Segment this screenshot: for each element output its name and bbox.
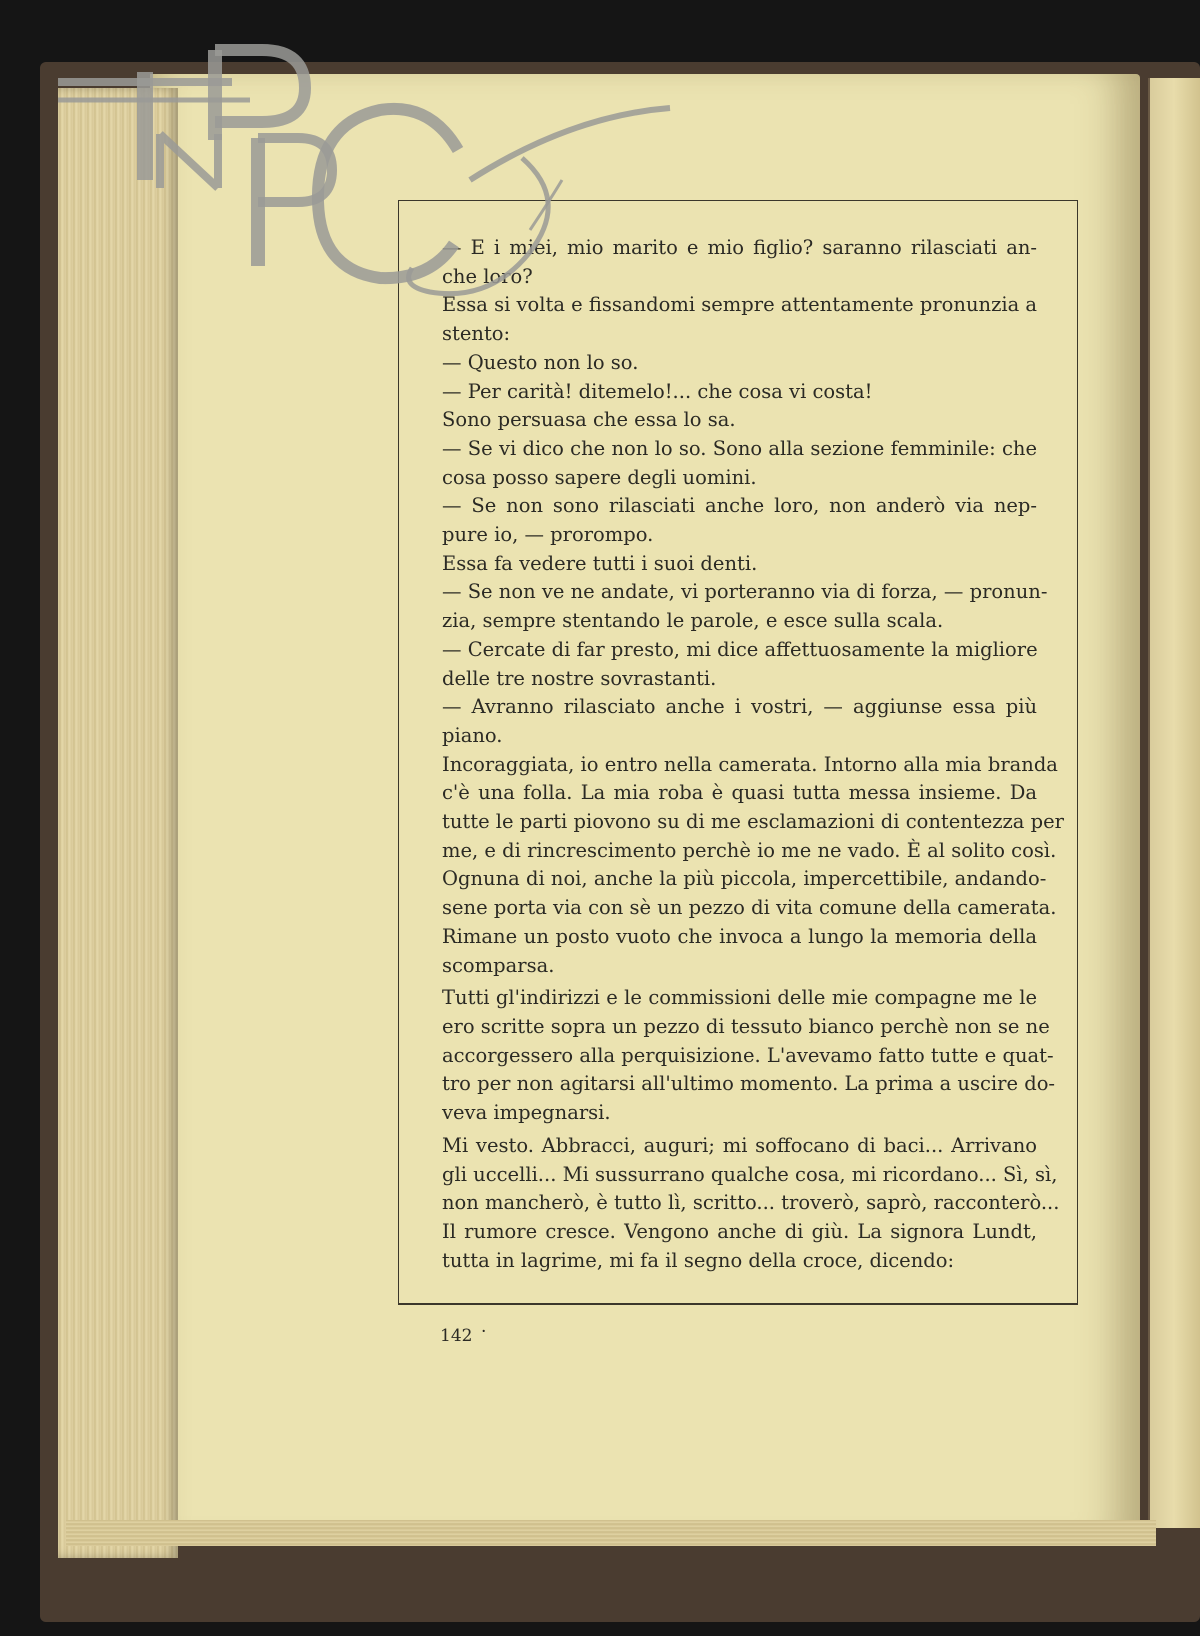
text-line: — Se vi dico che non lo so. Sono alla sezione femminile: che xyxy=(442,436,1037,460)
page-number: 142 xyxy=(440,1326,473,1346)
page-text xyxy=(442,234,1064,1275)
text-line: sene porta via con sè un pezzo di vita comune della camerata. xyxy=(442,896,1057,920)
text-line: Essa fa vedere tutti i suoi denti. xyxy=(442,551,758,575)
text-line: accorgessero alla perquisizione. L'avevamo fatto tutte e quat- xyxy=(442,1043,1054,1067)
text-line: tutte le parti piovono su di me esclamazioni di contentezza per xyxy=(442,810,1064,834)
text-line: me, e di rincrescimento perchè io me ne vado. È al solito così. xyxy=(442,838,1057,862)
text-line: non mancherò, è tutto lì, scritto... troverò, saprò, racconterò... xyxy=(442,1191,1060,1215)
text-line: Mi vesto. Abbracci, auguri; mi soffocano di baci... Arrivano xyxy=(442,1133,1037,1157)
text-line: — Se non sono rilasciati anche loro, non anderò via nep- xyxy=(442,494,1037,518)
text-line: scomparsa. xyxy=(442,953,555,977)
text-line: zia, sempre stentando le parole, e esce sulla scala. xyxy=(442,609,944,633)
text-line: Tutti gl'indirizzi e le commissioni delle mie compagne me le xyxy=(442,986,1037,1010)
bncf-watermark-logo xyxy=(50,30,770,330)
facing-page-edge xyxy=(1148,78,1200,1528)
text-line: delle tre nostre sovrastanti. xyxy=(442,666,717,690)
text-line: Il rumore cresce. Vengono anche di giù. La signora Lundt, xyxy=(442,1219,1037,1243)
text-line: piano. xyxy=(442,723,503,747)
text-line: gli uccelli... Mi sussurrano qualche cosa, mi ricordano... Sì, sì, xyxy=(442,1162,1058,1186)
text-line: stento: xyxy=(442,322,511,346)
text-line: cosa posso sapere degli uomini. xyxy=(442,465,757,489)
text-line: Ognuna di noi, anche la più piccola, impercettibile, andando- xyxy=(442,867,1047,891)
page-number-dot: · xyxy=(481,1322,487,1342)
text-line: — Cercate di far presto, mi dice affettuosamente la migliore xyxy=(442,637,1038,661)
text-line: veva impegnarsi. xyxy=(442,1101,611,1125)
text-line: c'è una folla. La mia roba è quasi tutta messa insieme. Da xyxy=(442,781,1037,805)
page-edges-bottom xyxy=(66,1520,1156,1546)
text-line: — Per carità! ditemelo!... che cosa vi costa! xyxy=(442,379,873,403)
text-line: Incoraggiata, io entro nella camerata. Intorno alla mia branda xyxy=(442,752,1058,776)
text-line: Essa si volta e fissandomi sempre attentamente pronunzia a xyxy=(442,293,1038,317)
text-line: Sono persuasa che essa lo sa. xyxy=(442,408,736,432)
text-line: pure io, — prorompo. xyxy=(442,523,654,547)
text-line: ero scritte sopra un pezzo di tessuto bianco perchè non se ne xyxy=(442,1014,1050,1038)
text-line: che loro? xyxy=(442,264,533,288)
text-line: tutta in lagrime, mi fa il segno della croce, dicendo: xyxy=(442,1248,955,1272)
text-line: — Avranno rilasciato anche i vostri, — aggiunse essa più xyxy=(442,695,1037,719)
text-line: — Questo non lo so. xyxy=(442,350,639,374)
text-line: Rimane un posto vuoto che invoca a lungo la memoria della xyxy=(442,924,1037,948)
text-line: — E i miei, mio marito e mio figlio? saranno rilasciati an- xyxy=(442,236,1037,259)
text-line: — Se non ve ne andate, vi porteranno via di forza, — pronun- xyxy=(442,580,1048,604)
text-line: tro per non agitarsi all'ultimo momento. La prima a uscire do- xyxy=(442,1072,1056,1096)
